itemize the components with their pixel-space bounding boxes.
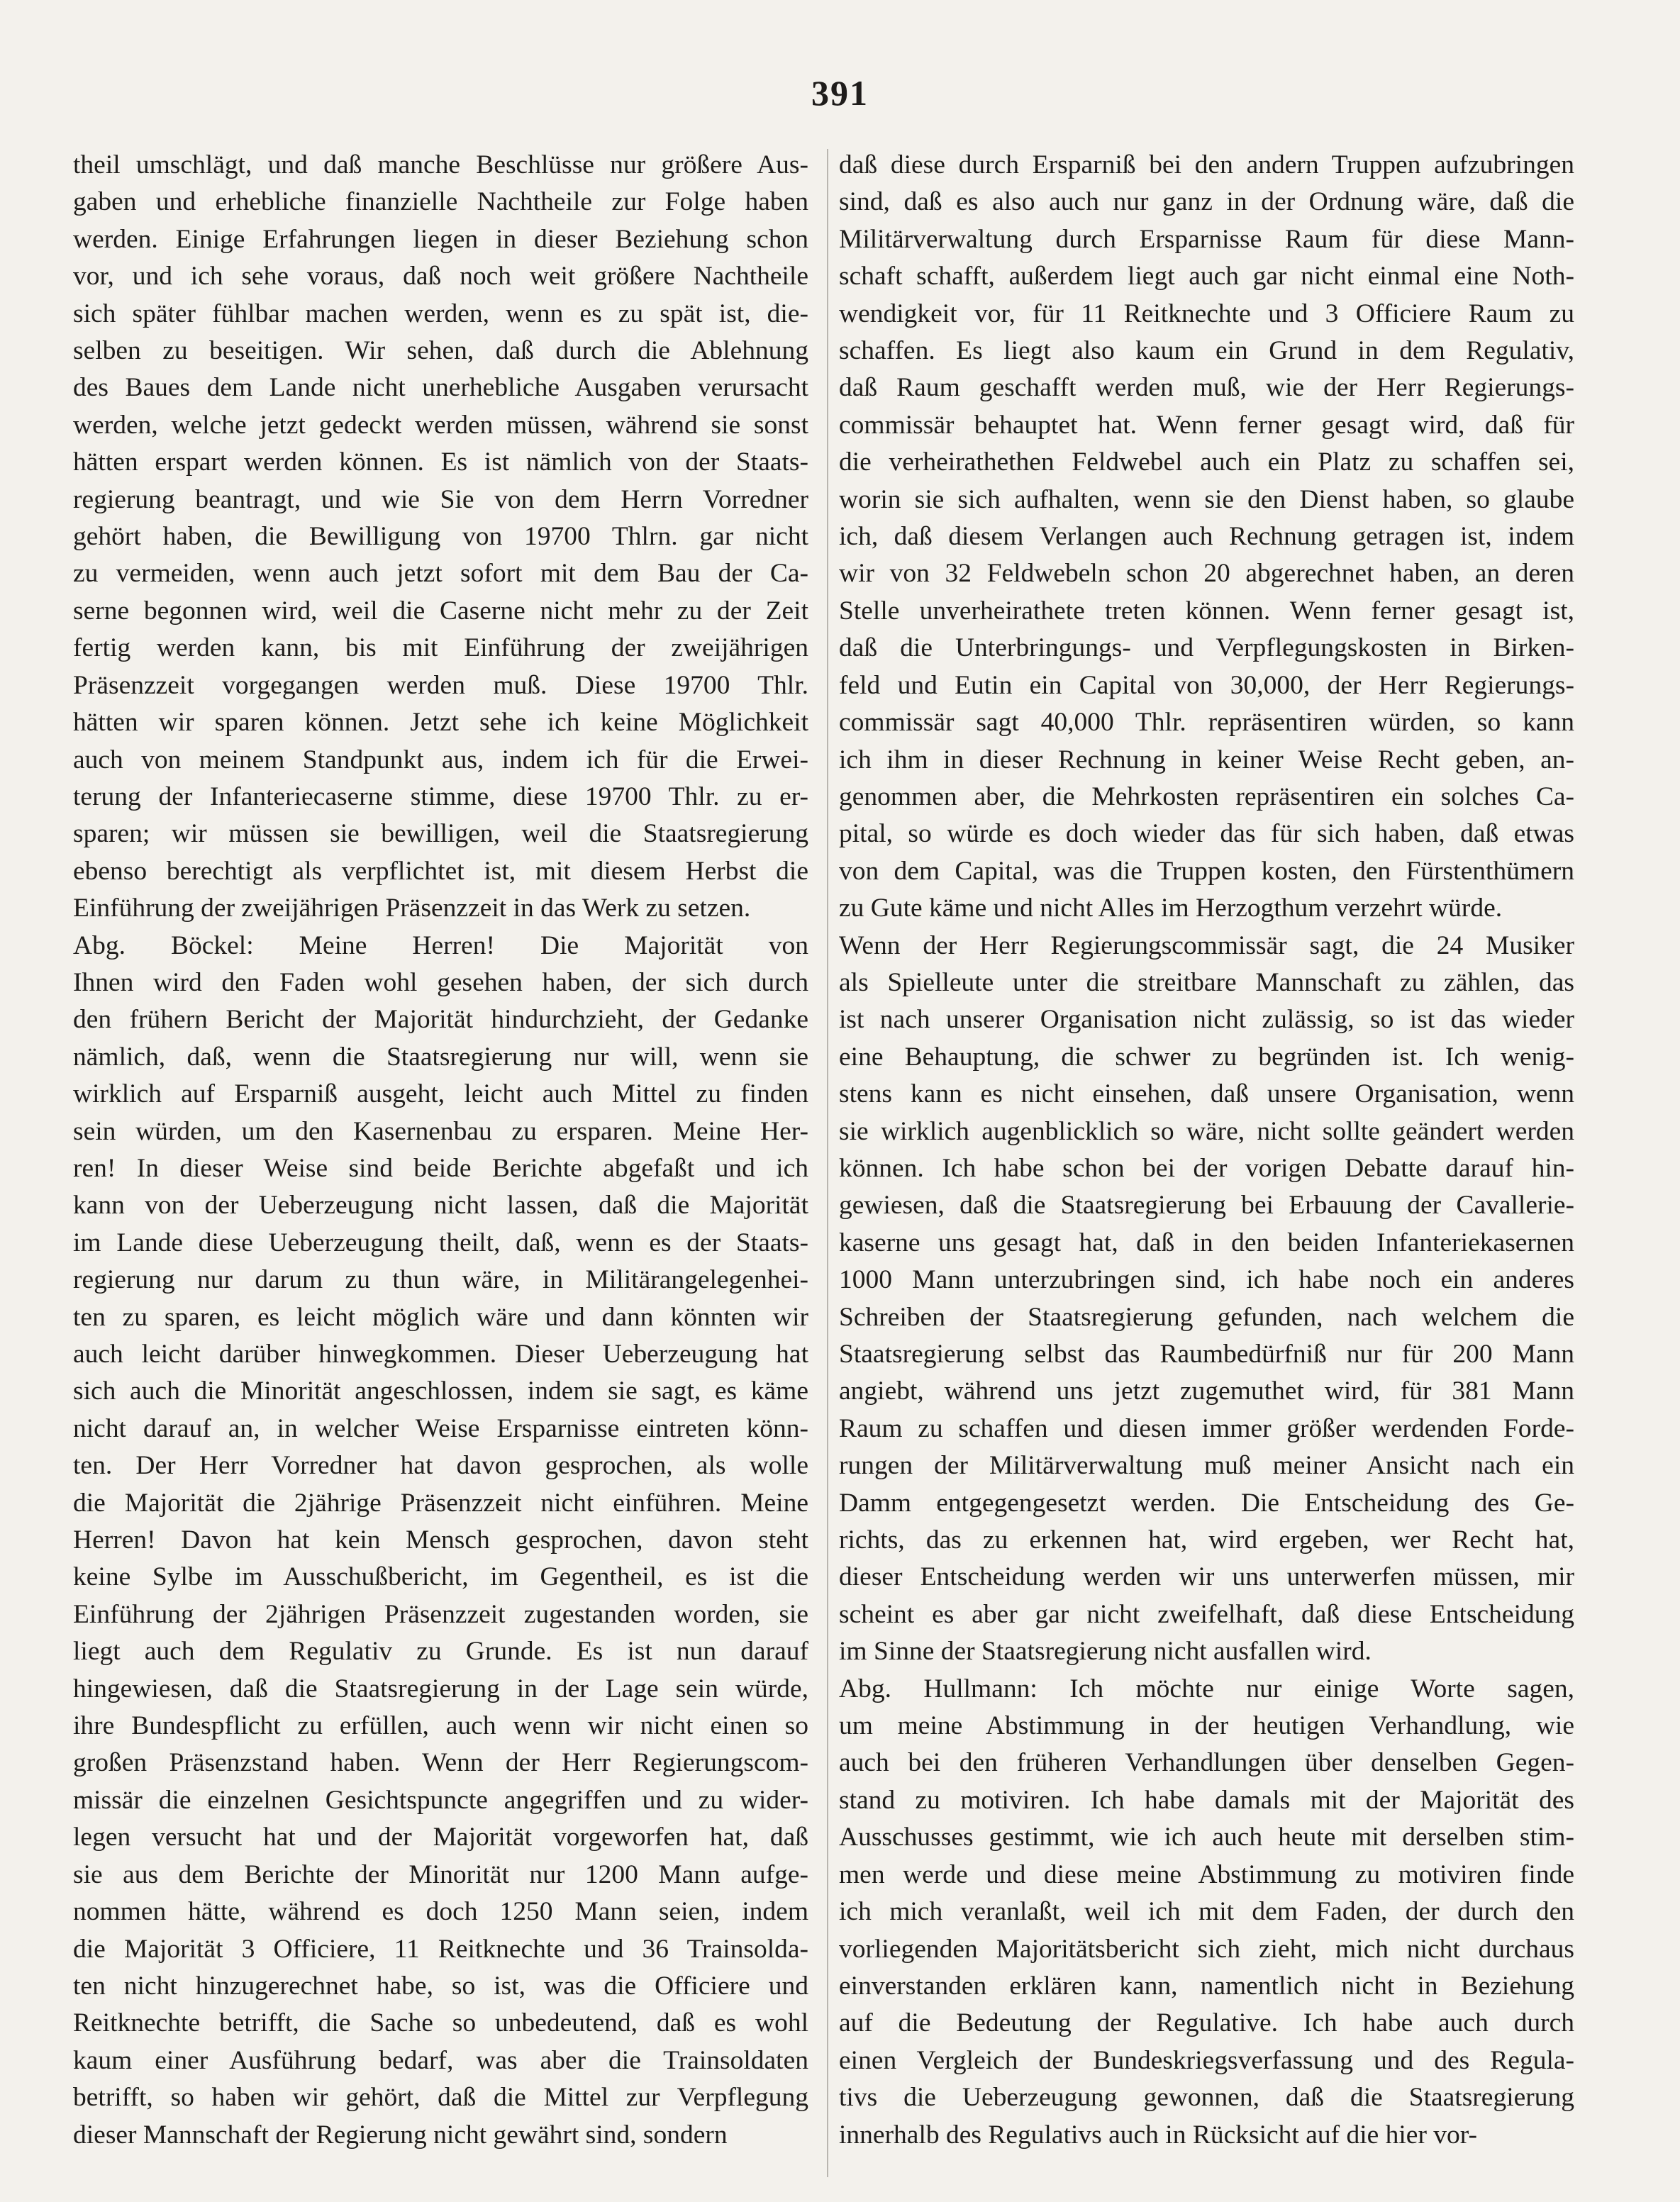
page-number: 391 <box>811 73 869 113</box>
column-divider <box>827 149 828 2177</box>
text-line: legen versucht hat und der Majorität vorgeworfen hat, daß <box>73 1823 808 1852</box>
text-line: Herren! Davon hat kein Mensch gesprochen, davon steht <box>73 1525 808 1555</box>
text-line: sie aus dem Berichte der Minorität nur 1200 Mann aufge- <box>73 1859 808 1889</box>
text-line: Damm entgegengesetzt werden. Die Entscheidung des Ge- <box>839 1488 1574 1518</box>
text-line: auch bei den früheren Verhandlungen über denselben Gegen- <box>839 1748 1574 1778</box>
text-line: keine Sylbe im Ausschußbericht, im Gegentheil, es ist die <box>73 1562 808 1592</box>
text-line: Wenn der Herr Regierungscommissär sagt, die 24 Musiker <box>839 930 1574 960</box>
text-line: nicht darauf an, in welcher Weise Ersparnisse eintreten könn- <box>73 1413 808 1443</box>
text-line: dieser Entscheidung werden wir uns unterwerfen müssen, mir <box>839 1562 1574 1592</box>
text-line: regierung nur darum zu thun wäre, in Militärangelegenhei- <box>73 1265 808 1295</box>
text-line: worin sie sich aufhalten, wenn sie den Dienst haben, so glaube <box>839 484 1574 514</box>
text-line: commissär behauptet hat. Wenn ferner gesagt wird, daß für <box>839 410 1574 440</box>
text-line: ich, daß diesem Verlangen auch Rechnung getragen ist, indem <box>839 522 1574 552</box>
text-line: Abg. Böckel: Meine Herren! Die Majorität von <box>73 930 808 960</box>
text-line: im Sinne der Staatsregierung nicht ausfallen wird. <box>839 1637 1372 1667</box>
text-line: Abg. Hullmann: Ich möchte nur einige Worte sagen, <box>839 1674 1574 1703</box>
text-line: ihre Bundespflicht zu erfüllen, auch wenn wir nicht einen so <box>73 1711 808 1741</box>
text-line: stand zu motiviren. Ich habe damals mit der Majorität des <box>839 1785 1574 1815</box>
text-line: ist nach unserer Organisation nicht zulässig, so ist das wieder <box>839 1005 1574 1035</box>
text-line: feld und Eutin ein Capital von 30,000, der Herr Regierungs- <box>839 670 1574 700</box>
text-line: sich auch die Minorität angeschlossen, indem sie sagt, es käme <box>73 1377 808 1406</box>
text-line: hätten wir sparen können. Jetzt sehe ich keine Möglichkeit <box>73 708 808 738</box>
text-line: kaserne uns gesagt hat, daß in den beiden Infanteriekasernen <box>839 1228 1574 1257</box>
text-line: zu vermeiden, wenn auch jetzt sofort mit dem Bau der Ca- <box>73 559 808 589</box>
text-line: auf die Bedeutung der Regulative. Ich habe auch durch <box>839 2008 1574 2038</box>
text-line: liegt auch dem Regulativ zu Grunde. Es ist nun darauf <box>73 1637 808 1667</box>
text-line: richts, das zu erkennen hat, wird ergeben, wer Recht hat, <box>839 1525 1574 1555</box>
text-line: einverstanden erklären kann, namentlich nicht in Beziehung <box>839 1971 1574 2001</box>
text-line: ich ihm in dieser Rechnung in keiner Weise Recht geben, an- <box>839 745 1574 774</box>
right-column <box>839 147 1574 2154</box>
text-line: gaben und erhebliche finanzielle Nachtheile zur Folge haben <box>73 187 808 217</box>
text-line: ebenso berechtigt als verpflichtet ist, mit diesem Herbst die <box>73 856 808 886</box>
text-line: den frühern Bericht der Majorität hindurchzieht, der Gedanke <box>73 1005 808 1035</box>
text-line: können. Ich habe schon bei der vorigen Debatte darauf hin- <box>839 1153 1574 1183</box>
text-line: schaft schafft, außerdem liegt auch gar nicht einmal eine Noth- <box>839 262 1574 291</box>
text-line: einen Vergleich der Bundeskriegsverfassung und des Regula- <box>839 2045 1574 2075</box>
text-line: Ausschusses gestimmt, wie ich auch heute mit derselben stim- <box>839 1823 1574 1852</box>
text-line: terung der Infanteriecaserne stimme, diese 19700 Thlr. zu er- <box>73 782 808 811</box>
text-line: daß die Unterbringungs- und Verpflegungskosten in Birken- <box>839 633 1574 663</box>
text-line: pital, so würde es doch wieder das für sich haben, daß etwas <box>839 819 1574 849</box>
text-line: 1000 Mann unterzubringen sind, ich habe noch ein anderes <box>839 1265 1574 1295</box>
text-line: ten nicht hinzugerechnet habe, so ist, was die Officiere und <box>73 1971 808 2001</box>
text-line: rungen der Militärverwaltung muß meiner Ansicht nach ein <box>839 1451 1574 1481</box>
text-line: ren! In dieser Weise sind beide Berichte abgefaßt und ich <box>73 1153 808 1183</box>
text-line: stens kann es nicht einsehen, daß unsere Organisation, wenn <box>839 1079 1574 1109</box>
text-line: vor, und ich sehe voraus, daß noch weit größere Nachtheile <box>73 262 808 291</box>
text-line: fertig werden kann, bis mit Einführung der zweijährigen <box>73 633 808 663</box>
text-line: eine Behauptung, die schwer zu begründen ist. Ich wenig- <box>839 1042 1574 1072</box>
text-line: die Majorität 3 Officiere, 11 Reitknechte und 36 Trainsolda- <box>73 1934 808 1964</box>
text-line: hingewiesen, daß die Staatsregierung in der Lage sein würde, <box>73 1674 808 1703</box>
text-line: dieser Mannschaft der Regierung nicht gewährt sind, sondern <box>73 2120 728 2150</box>
text-line: sein würden, um den Kasernenbau zu ersparen. Meine Her- <box>73 1116 808 1146</box>
text-line: Präsenzzeit vorgegangen werden muß. Diese 19700 Thlr. <box>73 670 808 700</box>
text-line: tivs die Ueberzeugung gewonnen, daß die Staatsregierung <box>839 2083 1574 2113</box>
text-line: zu Gute käme und nicht Alles im Herzogthum verzehrt würde. <box>839 894 1503 923</box>
text-line: werden, welche jetzt gedeckt werden müssen, während sie sonst <box>73 410 808 440</box>
text-line: schaffen. Es liegt also kaum ein Grund in dem Regulativ, <box>839 336 1574 366</box>
text-line: angiebt, während uns jetzt zugemuthet wird, für 381 Mann <box>839 1377 1574 1406</box>
text-line: Militärverwaltung durch Ersparnisse Raum für diese Mann- <box>839 224 1574 254</box>
text-line: auch leicht darüber hinwegkommen. Dieser Ueberzeugung hat <box>73 1340 808 1369</box>
text-line: kaum einer Ausführung bedarf, was aber die Trainsoldaten <box>73 2045 808 2075</box>
text-line: die Majorität die 2jährige Präsenzzeit nicht einführen. Meine <box>73 1488 808 1518</box>
text-line: hätten erspart werden können. Es ist nämlich von der Staats- <box>73 447 808 477</box>
text-line: sich später fühlbar machen werden, wenn es zu spät ist, die- <box>73 299 808 328</box>
text-line: theil umschlägt, und daß manche Beschlüsse nur größere Aus- <box>73 150 808 179</box>
text-line: großen Präsenzstand haben. Wenn der Herr Regierungscom- <box>73 1748 808 1778</box>
text-line: Reitknechte betrifft, die Sache so unbedeutend, daß es wohl <box>73 2008 808 2038</box>
text-line: serne begonnen wird, weil die Caserne nicht mehr zu der Zeit <box>73 596 808 625</box>
text-line: daß Raum geschafft werden muß, wie der Herr Regierungs- <box>839 373 1574 403</box>
text-line: missär die einzelnen Gesichtspuncte angegriffen und zu wider- <box>73 1785 808 1815</box>
text-line: von dem Capital, was die Truppen kosten, den Fürstenthümern <box>839 856 1574 886</box>
text-line: ten. Der Herr Vorredner hat davon gesprochen, als wolle <box>73 1451 808 1481</box>
text-line: daß diese durch Ersparniß bei den andern Truppen aufzubringen <box>839 150 1574 179</box>
text-line: wendigkeit vor, für 11 Reitknechte und 3 Officiere Raum zu <box>839 299 1574 328</box>
text-line: Schreiben der Staatsregierung gefunden, nach welchem die <box>839 1302 1574 1332</box>
text-line: innerhalb des Regulativs auch in Rücksicht auf die hier vor- <box>839 2120 1478 2150</box>
text-line: gewiesen, daß die Staatsregierung bei Erbauung der Cavallerie- <box>839 1191 1574 1220</box>
text-line: wirklich auf Ersparniß ausgeht, leicht auch Mittel zu finden <box>73 1079 808 1109</box>
text-line: ten zu sparen, es leicht möglich wäre und dann könnten wir <box>73 1302 808 1332</box>
text-line: genommen aber, die Mehrkosten repräsentiren ein solches Ca- <box>839 782 1574 811</box>
left-column <box>73 147 808 2154</box>
text-line: nommen hätte, während es doch 1250 Mann seien, indem <box>73 1897 808 1927</box>
text-line: men werde und diese meine Abstimmung zu motiviren finde <box>839 1859 1574 1889</box>
text-line: sie wirklich augenblicklich so wäre, nicht sollte geändert werden <box>839 1116 1574 1146</box>
text-line: Stelle unverheirathete treten können. Wenn ferner gesagt ist, <box>839 596 1574 625</box>
text-line: Ihnen wird den Faden wohl gesehen haben, der sich durch <box>73 967 808 997</box>
text-line: Einführung der 2jährigen Präsenzzeit zugestanden worden, sie <box>73 1599 808 1629</box>
text-line: die verheirathethen Feldwebel auch ein Platz zu schaffen sei, <box>839 447 1574 477</box>
text-line: selben zu beseitigen. Wir sehen, daß durch die Ablehnung <box>73 336 808 366</box>
text-line: wir von 32 Feldwebeln schon 20 abgerechnet haben, an deren <box>839 559 1574 589</box>
text-line: scheint es aber gar nicht zweifelhaft, daß diese Entscheidung <box>839 1599 1574 1629</box>
text-line: sind, daß es also auch nur ganz in der Ordnung wäre, daß die <box>839 187 1574 217</box>
text-line: ich mich veranlaßt, weil ich mit dem Faden, der durch den <box>839 1897 1574 1927</box>
text-line: des Baues dem Lande nicht unerhebliche Ausgaben verursacht <box>73 373 808 403</box>
text-line: Einführung der zweijährigen Präsenzzeit in das Werk zu setzen. <box>73 894 751 923</box>
text-line: betrifft, so haben wir gehört, daß die Mittel zur Verpflegung <box>73 2083 808 2113</box>
text-line: kann von der Ueberzeugung nicht lassen, daß die Majorität <box>73 1191 808 1220</box>
text-line: im Lande diese Ueberzeugung theilt, daß, wenn es der Staats- <box>73 1228 808 1257</box>
text-line: regierung beantragt, und wie Sie von dem Herrn Vorredner <box>73 484 808 514</box>
text-line: commissär sagt 40,000 Thlr. repräsentiren würden, so kann <box>839 708 1574 738</box>
text-line: werden. Einige Erfahrungen liegen in dieser Beziehung schon <box>73 224 808 254</box>
text-line: nämlich, daß, wenn die Staatsregierung nur will, wenn sie <box>73 1042 808 1072</box>
text-line: auch von meinem Standpunkt aus, indem ich für die Erwei- <box>73 745 808 774</box>
text-line: sparen; wir müssen sie bewilligen, weil die Staatsregierung <box>73 819 808 849</box>
text-line: als Spielleute unter die streitbare Mannschaft zu zählen, das <box>839 967 1574 997</box>
text-line: vorliegenden Majoritätsbericht sich zieht, mich nicht durchaus <box>839 1934 1574 1964</box>
text-line: Staatsregierung selbst das Raumbedürfniß nur für 200 Mann <box>839 1340 1574 1369</box>
text-line: um meine Abstimmung in der heutigen Verhandlung, wie <box>839 1711 1574 1741</box>
text-line: Raum zu schaffen und diesen immer größer werdenden Forde- <box>839 1413 1574 1443</box>
text-line: gehört haben, die Bewilligung von 19700 Thlrn. gar nicht <box>73 522 808 552</box>
